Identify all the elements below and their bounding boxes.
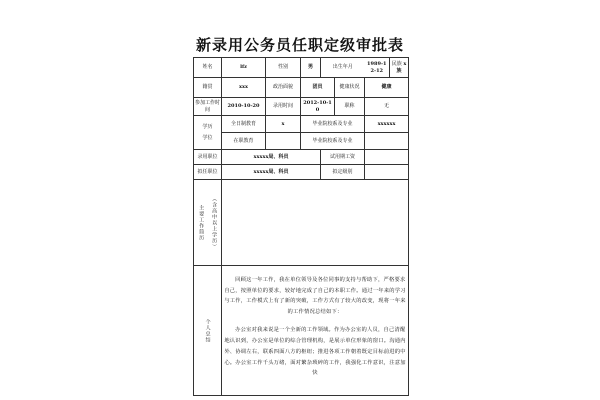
work-start-label: 参加工作时间 (194, 98, 222, 116)
planned-grade-label: 拟定级别 (321, 165, 365, 180)
planned-post-label: 拟任职位 (194, 165, 222, 180)
summary-content (222, 266, 409, 396)
party-value: 团员 (301, 78, 335, 98)
origin-label: 籍贯 (194, 78, 222, 98)
hire-date-label: 录用时间 (266, 98, 301, 116)
fulltime-school-label: 毕业院校系及专业 (301, 116, 365, 133)
page-title: 新录用公务员任职定级审批表 (195, 36, 404, 54)
fulltime-education-value: x (266, 116, 301, 133)
title-label: 职称 (335, 98, 365, 116)
work-start-value: 2010-10-20 (222, 98, 266, 116)
onjob-education-value (266, 133, 301, 150)
planned-grade-value (365, 165, 409, 180)
approval-form-table (193, 57, 409, 396)
resume-label: 主要工作简历 (198, 204, 205, 241)
hire-post-label: 录用职位 (194, 150, 222, 165)
fulltime-education-label: 全日制教育 (222, 116, 266, 133)
ethnicity-cell (390, 58, 409, 78)
resume-content (222, 180, 409, 266)
birth-label: 出生年月 (321, 58, 365, 78)
gender-label: 性别 (266, 58, 301, 78)
onjob-school-label: 毕业院校系及专业 (301, 133, 365, 150)
probation-salary-value (365, 150, 409, 165)
health-label: 健康状况 (335, 78, 365, 98)
degree-label: 学位 (202, 134, 213, 141)
planned-post-value: xxxxx局、科员 (222, 165, 321, 180)
name-label: 姓名 (194, 58, 222, 78)
summary-paragraph: 办公室对我来说是一个全新的工作领域。作为办公室的人员，自己清醒地认识到，办公室是单位的综合管理机构，是展示单位形象的窗口。沟通内外、协调左右，联系四面八方的枢纽；推进各项工作朝着既定目标前进的中心。办公室工作千头万绪，面对繁杂琐碎的工作，我强化工作意识，注意加快 (224, 327, 406, 377)
hire-date-value: 2012-10-10 (301, 98, 335, 116)
party-label: 政治面貌 (266, 78, 301, 98)
summary-label: 个人总结 (204, 318, 211, 343)
education-degree-label (194, 116, 222, 150)
onjob-school-value (365, 133, 409, 150)
title-value: 无 (365, 98, 409, 116)
resume-note: （含高中以上学历） (211, 195, 218, 250)
ethnicity-value: x族 (396, 61, 407, 74)
birth-value: 1989-12-12 (365, 58, 390, 78)
resume-label-cell (194, 180, 222, 266)
origin-value: xxx (222, 78, 266, 98)
gender-value: 男 (301, 58, 321, 78)
hire-post-value: xxxxx局、科员 (222, 150, 321, 165)
summary-label-cell (194, 266, 222, 396)
education-label: 学历 (202, 124, 213, 131)
probation-salary-label: 试用期工资 (321, 150, 365, 165)
ethnicity-label: 民族 (391, 61, 402, 68)
fulltime-school-value: xxxxxx (365, 116, 409, 133)
summary-paragraph: 回顾这一年工作，我在单位领导及各位同事的支持与帮助下，严格要求自己，按照单位的要求，较好地完成了自己的本职工作。通过一年来的学习与工作，工作模式上有了新的突破，工作方式有了较大的改变，现将一年来的工作情况总结如下： (224, 276, 406, 316)
name-value: lfz (222, 58, 266, 78)
onjob-education-label: 在职教育 (222, 133, 266, 150)
health-value: 健康 (365, 78, 409, 98)
